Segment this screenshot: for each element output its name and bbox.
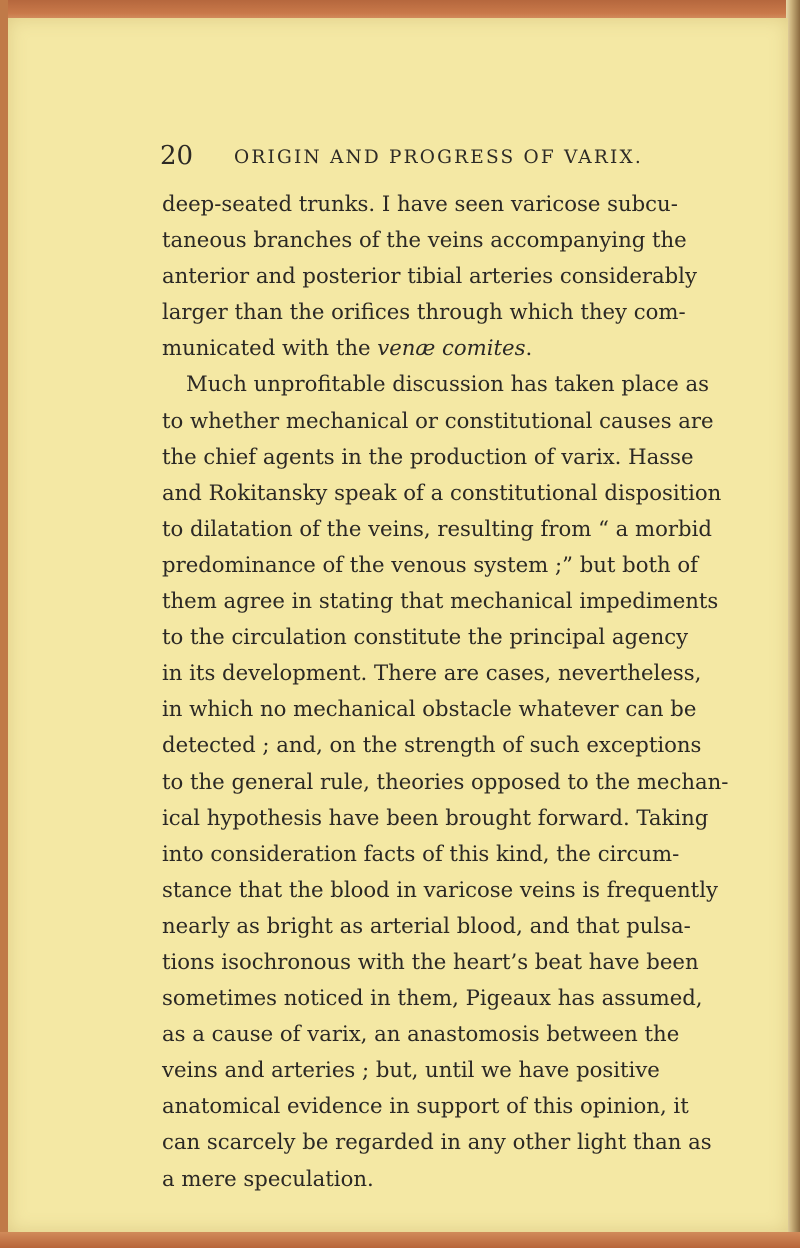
running-title: ORIGIN AND PROGRESS OF VARIX. [234,147,643,168]
text-line: sometimes noticed in them, Pigeaux has assumed, [162,985,703,1011]
italic-term-venae-comites: venæ comites [377,335,526,361]
text-line: them agree in stating that mechanical impediments [162,588,719,614]
text-line: Much unprofitable discussion has taken place as [186,371,710,397]
paragraph-2 [162,366,729,1196]
text-line: larger than the orifices through which they com- [162,299,686,325]
text-line: anterior and posterior tibial arteries considerably [162,263,697,289]
text-line: in which no mechanical obstacle whatever can be [162,696,697,722]
book-cover-bottom-edge [0,1232,800,1248]
text-line: tions isochronous with the heart’s beat have been [162,948,699,974]
text-line: to the circulation constitute the principal agency [162,624,689,650]
text-run: . [525,335,533,361]
text-line: in its development. There are cases, nevertheless, [162,660,702,686]
page-number: 20 [160,141,194,171]
text-line: deep-seated trunks. I have seen varicose subcu- [162,191,678,216]
book-cover-left-edge [0,0,8,1248]
text-line: to the general rule, theories opposed to the mechan- [162,768,729,794]
text-line: into consideration facts of this kind, the circum- [162,840,680,866]
text-line: predominance of the venous system ;” but both of [162,551,698,577]
text-line: to whether mechanical or constitutional causes are [162,407,714,433]
text-line: the chief agents in the production of varix. Hasse [162,443,694,469]
text-run: municated with the [162,335,378,361]
text-line: and Rokitansky speak of a constitutional disposition [162,479,722,505]
page-header [160,140,680,172]
body-text [162,186,729,1197]
text-line: anatomical evidence in support of this opinion, it [162,1093,689,1119]
text-line: can scarcely be regarded in any other light than as [162,1129,712,1155]
text-line: as a cause of varix, an anastomosis between the [162,1021,680,1047]
book-page-edges [786,0,800,1248]
text-line [162,330,640,366]
text-line: taneous branches of the veins accompanying the [162,227,687,253]
text-line: ical hypothesis have been brought forward. Taking [162,804,709,830]
text-line: a mere speculation. [162,1165,374,1191]
text-line: stance that the blood in varicose veins is frequently [162,876,718,902]
text-line: nearly as bright as arterial blood, and that pulsa- [162,912,691,938]
paragraph-1 [162,186,697,366]
text-line: veins and arteries ; but, until we have positive [162,1057,660,1083]
text-line: detected ; and, on the strength of such exceptions [162,732,702,758]
text-line: to dilatation of the veins, resulting from “ a morbid [162,515,712,541]
